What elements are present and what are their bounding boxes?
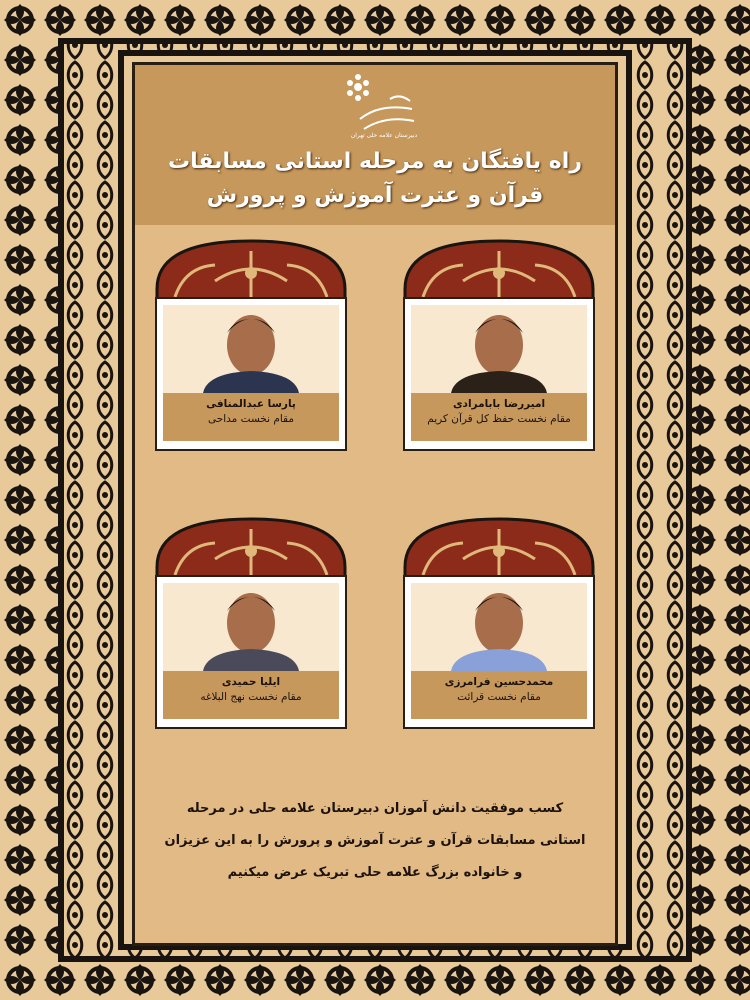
student-rank: مقام نخست مداحی — [208, 413, 294, 425]
caption-box — [411, 671, 587, 719]
photo-frame — [403, 297, 595, 451]
person-silhouette — [411, 305, 587, 393]
student-rank: مقام نخست نهج البلاغه — [200, 691, 302, 703]
student-name: ایلیا حمیدی — [221, 676, 281, 688]
title-line-2: قرآن و عترت آموزش و پرورش — [206, 183, 544, 208]
title-line-1: راه یافتگان به مرحله استانی مسابقات — [168, 149, 582, 174]
school-logo — [340, 73, 420, 141]
message-line-2: استانی مسابقات قرآن و عترت آموزش و پرورش را به این عزیزان — [164, 833, 586, 848]
student-name: پارسا عبدالمنافی — [206, 398, 296, 410]
person-silhouette — [411, 583, 587, 671]
message-line-1: کسب موفقیت دانش آموزان دبیرستان علامه حلی در مرحله — [186, 801, 564, 816]
person-silhouette — [163, 583, 339, 671]
student-rank: مقام نخست قرائت — [457, 691, 541, 703]
student-name: محمدحسین فرامرزی — [444, 676, 554, 688]
student-rank: مقام نخست حفظ کل قرآن کریم — [427, 413, 571, 425]
caption-box — [411, 393, 587, 441]
student-photo — [163, 305, 339, 393]
student-name: امیررضا بابامرادی — [452, 398, 546, 410]
student-photo — [411, 583, 587, 671]
winner-card — [403, 237, 595, 451]
person-silhouette — [163, 305, 339, 393]
student-photo — [411, 305, 587, 393]
content-panel — [132, 62, 618, 946]
photo-frame — [403, 575, 595, 729]
caption-box — [163, 393, 339, 441]
winner-card — [403, 515, 595, 729]
message-line-3: و خانواده بزرگ علامه حلی تبریک عرض میکنیم — [227, 865, 523, 880]
winner-card — [155, 237, 347, 451]
caption-box — [163, 671, 339, 719]
student-photo — [163, 583, 339, 671]
photo-frame — [155, 575, 347, 729]
photo-frame — [155, 297, 347, 451]
winner-card — [155, 515, 347, 729]
header-band — [135, 65, 615, 225]
logo-text: دبیرستان علامه حلی تهران — [350, 132, 418, 139]
